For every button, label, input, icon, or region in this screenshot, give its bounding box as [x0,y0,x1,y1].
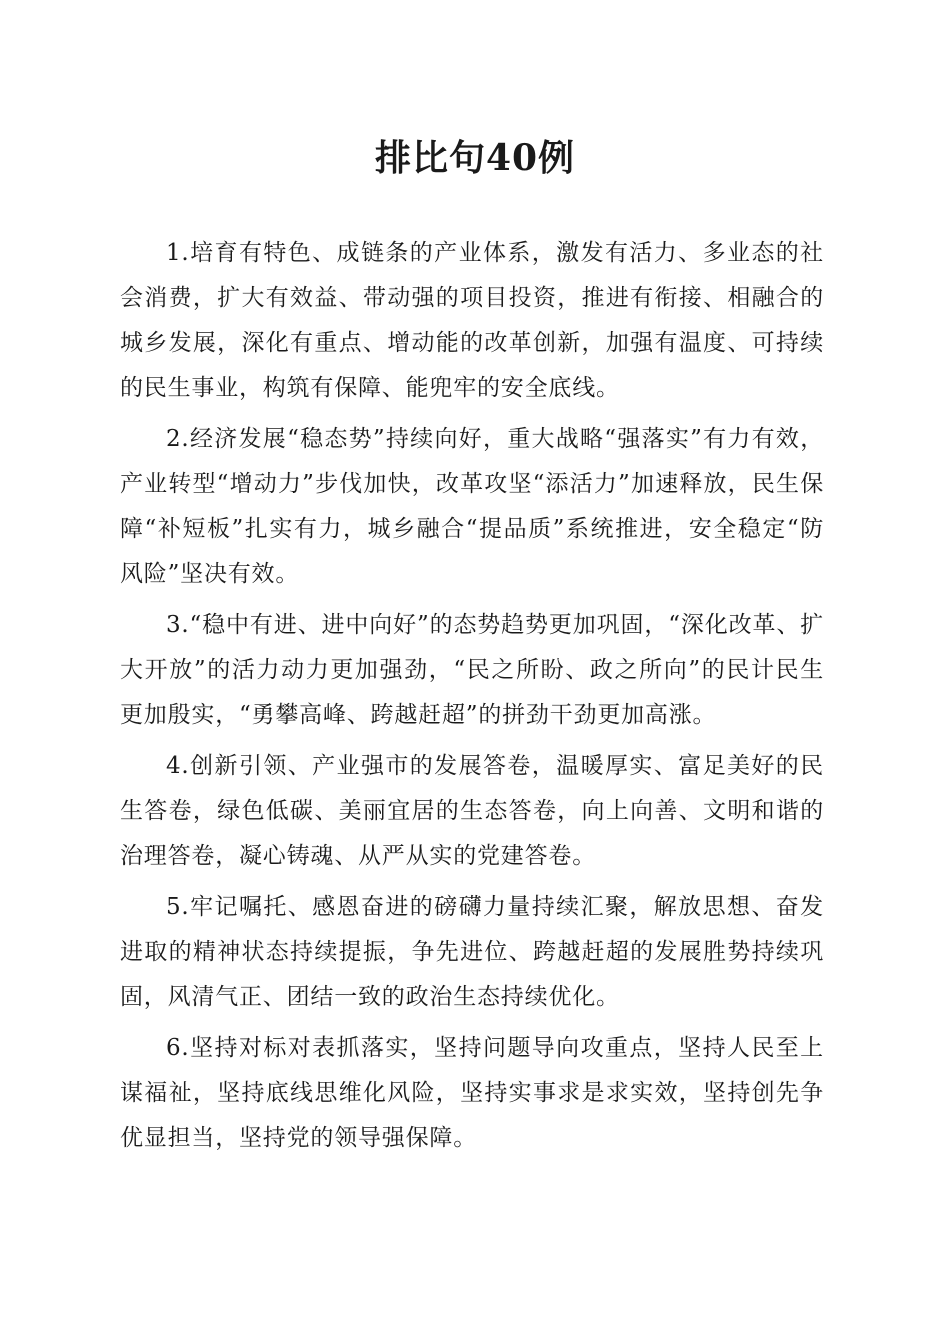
paragraph-1: 1.培育有特色、成链条的产业体系，激发有活力、多业态的社会消费，扩大有效益、带动强的项目投资，推进有衔接、相融合的城乡发展，深化有重点、增动能的改革创新，加强有温度、可持续的民生事业，构筑有保障、能兜牢的安全底线。 [120,240,824,401]
paragraph-5: 5.牢记嘱托、感恩奋进的磅礴力量持续汇聚，解放思想、奋发进取的精神状态持续提振，争先进位、跨越赶超的发展胜势持续巩固，风清气正、团结一致的政治生态持续优化。 [120,894,824,1010]
paragraph-4: 4.创新引领、产业强市的发展答卷，温暖厚实、富足美好的民生答卷，绿色低碳、美丽宜居的生态答卷，向上向善、文明和谐的治理答卷，凝心铸魂、从严从实的党建答卷。 [120,753,824,869]
paragraph-2: 2.经济发展“稳态势”持续向好，重大战略“强落实”有力有效，产业转型“增动力”步伐加快，改革攻坚“添活力”加速释放，民生保障“补短板”扎实有力，城乡融合“提品质”系统推进，安全稳定“防风险”坚决有效。 [120,426,824,587]
document-body [120,231,824,1161]
document-title: 排比句40例 [374,137,576,179]
paragraph-3: 3.“稳中有进、进中向好”的态势趋势更加巩固，“深化改革、扩大开放”的活力动力更加强劲，“民之所盼、政之所向”的民计民生更加殷实，“勇攀高峰、跨越赶超”的拼劲干劲更加高涨。 [120,612,824,728]
paragraph-6: 6.坚持对标对表抓落实，坚持问题导向攻重点，坚持人民至上谋福祉，坚持底线思维化风险，坚持实事求是求实效，坚持创先争优显担当，坚持党的领导强保障。 [120,1035,824,1151]
